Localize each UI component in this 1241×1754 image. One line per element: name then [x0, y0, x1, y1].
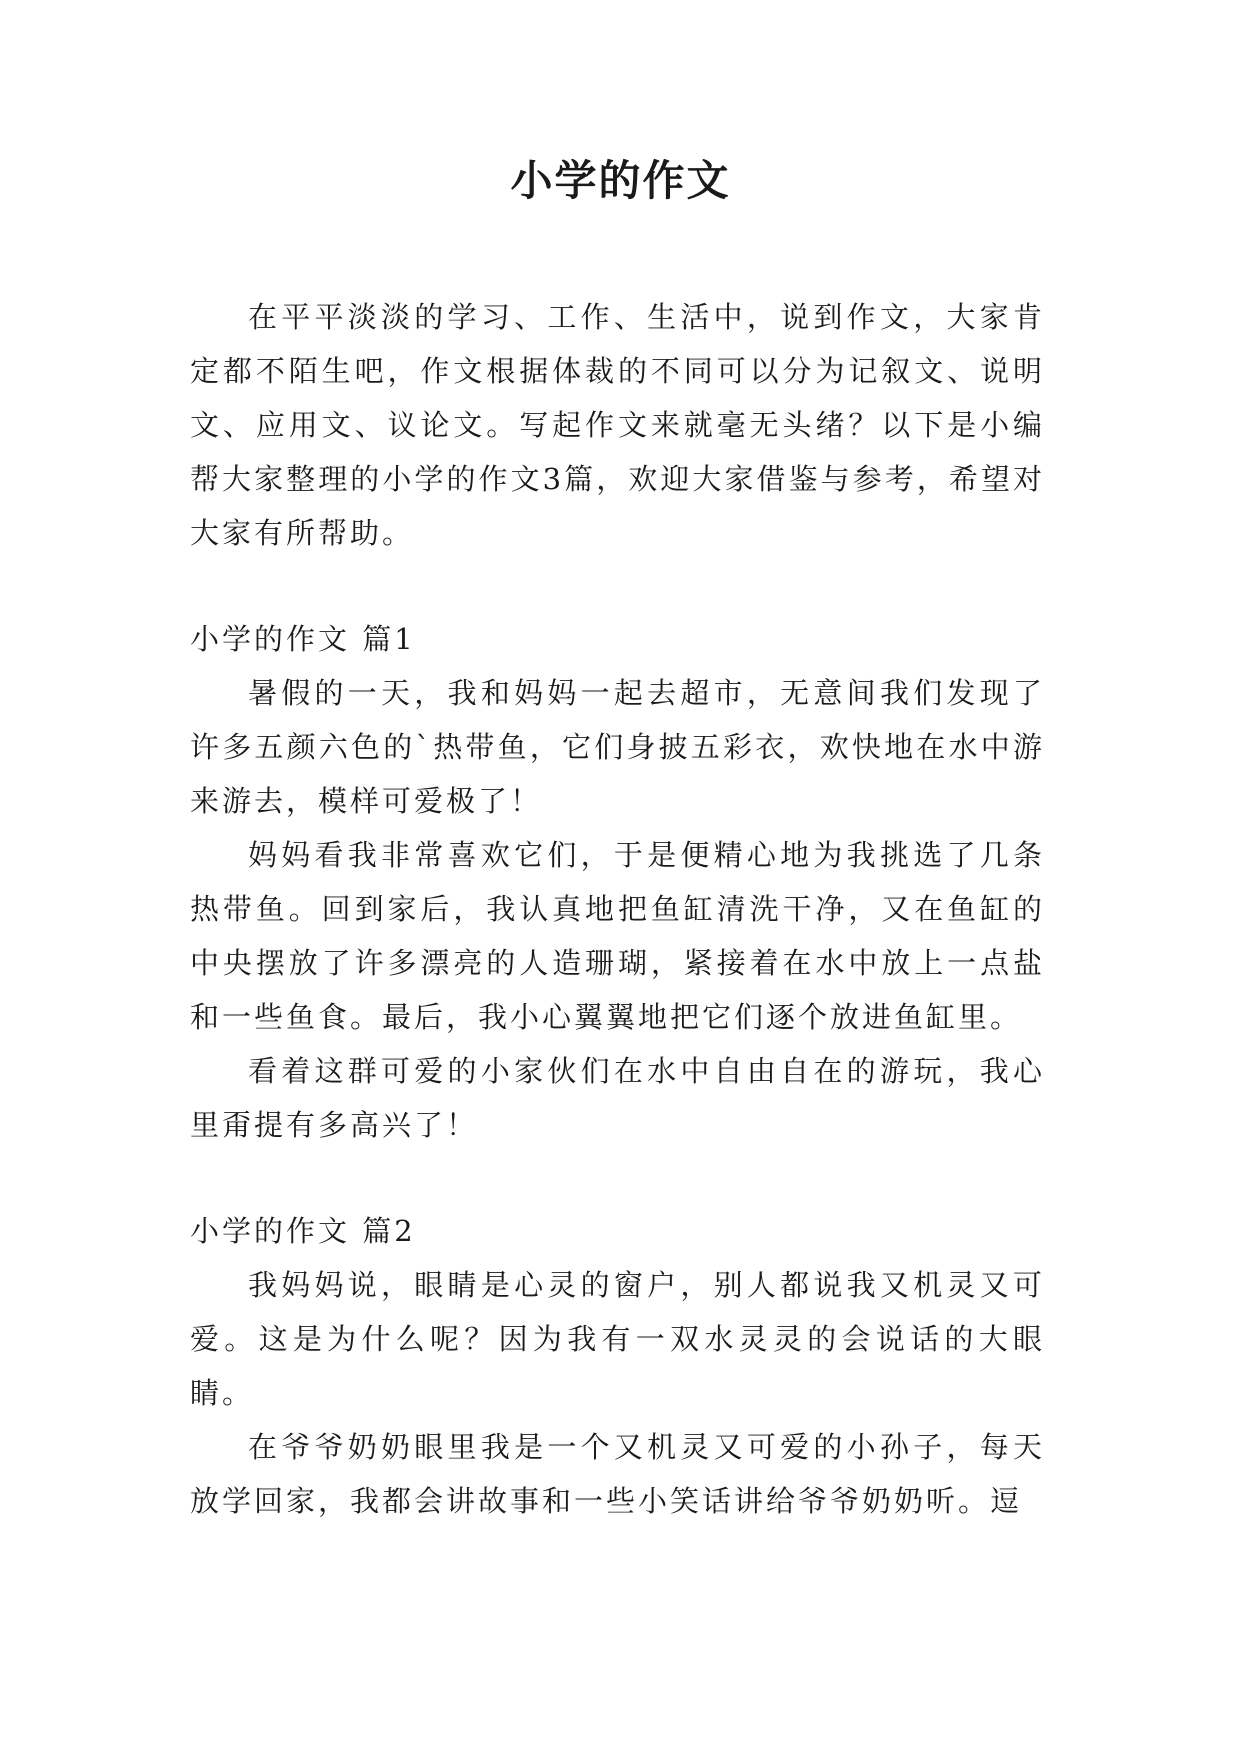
section-paragraph: 我妈妈说，眼睛是心灵的窗户，别人都说我又机灵又可爱。这是为什么呢？因为我有一双水灵灵的会说话的大眼睛。 — [190, 1268, 1045, 1410]
section-heading: 小学的作文 篇1 — [190, 622, 416, 656]
section-paragraph: 妈妈看我非常喜欢它们，于是便精心地为我挑选了几条热带鱼。回到家后，我认真地把鱼缸清洗干净，又在鱼缸的中央摆放了许多漂亮的人造珊瑚，紧接着在水中放上一点盐和一些鱼食。最后，我小心翼翼地把它们逐个放进鱼缸里。 — [190, 838, 1045, 1034]
section-paragraph: 看着这群可爱的小家伙们在水中自由自在的游玩，我心里甭提有多高兴了！ — [190, 1054, 1045, 1142]
section-paragraph: 暑假的一天，我和妈妈一起去超市，无意间我们发现了许多五颜六色的`热带鱼，它们身披五彩衣，欢快地在水中游来游去，模样可爱极了！ — [190, 676, 1045, 818]
section-2 — [190, 1204, 1045, 1528]
section-paragraph: 在爷爷奶奶眼里我是一个又机灵又可爱的小孙子，每天放学回家，我都会讲故事和一些小笑话讲给爷爷奶奶听。逗 — [190, 1430, 1045, 1518]
document-body — [190, 290, 1045, 1528]
section-heading: 小学的作文 篇2 — [190, 1214, 416, 1248]
intro-paragraph: 在平平淡淡的学习、工作、生活中，说到作文，大家肯定都不陌生吧，作文根据体裁的不同可以分为记叙文、说明文、应用文、议论文。写起作文来就毫无头绪？以下是小编帮大家整理的小学的作文3篇，欢迎大家借鉴与参考，希望对大家有所帮助。 — [190, 300, 1045, 550]
section-1 — [190, 612, 1045, 1152]
document-title: 小学的作文 — [510, 156, 731, 205]
